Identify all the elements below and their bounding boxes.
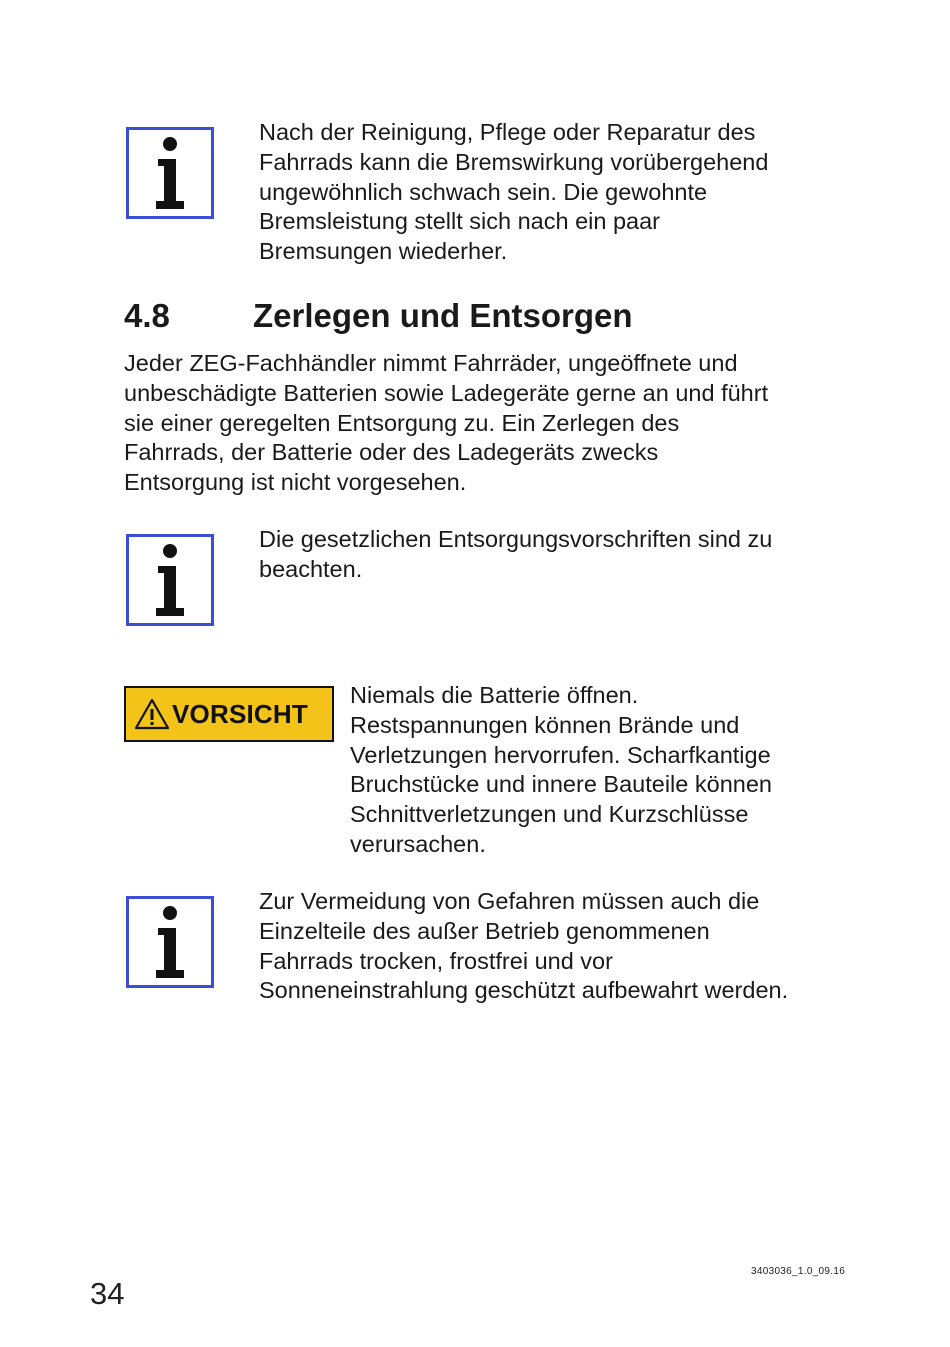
section-body (124, 349, 768, 498)
info-note-1-line: Bremsungen wiederher. (259, 238, 508, 265)
section-body-line: Fahrrads, der Batterie oder des Ladegeräts zwecks (124, 439, 659, 466)
section-body-line: Entsorgung ist nicht vorgesehen. (124, 469, 467, 496)
caution-badge (124, 686, 334, 742)
section-body-line: unbeschädigte Batterien sowie Ladegeräte gerne an und führt (124, 379, 769, 406)
info-note-2-line: Die gesetzlichen Entsorgungsvorschriften sind zu (259, 526, 773, 552)
info-note-1-line: Bremsleistung stellt sich nach ein paar (259, 208, 661, 235)
info-note-1-line: ungewöhnlich schwach sein. Die gewohnte (259, 178, 708, 205)
caution-note-line: Schnittverletzungen und Kurzschlüsse (350, 801, 749, 828)
caution-note-line: verursachen. (350, 830, 486, 857)
section-title: Zerlegen und Entsorgen (253, 297, 633, 334)
caution-note-line: Bruchstücke und innere Bauteile können (350, 771, 772, 798)
info-note-2-line: beachten. (259, 555, 363, 582)
info-note-3-text (259, 887, 788, 1006)
caution-note-line: Niemals die Batterie öffnen. (350, 682, 639, 708)
info-note-1-line: Nach der Reinigung, Pflege oder Reparatur des (259, 119, 756, 145)
caution-label: VORSICHT (172, 698, 308, 729)
info-note-3-line: Zur Vermeidung von Gefahren müssen auch die (259, 888, 760, 914)
info-note-1-line: Fahrrads kann die Bremswirkung vorübergehend (259, 148, 769, 175)
section-number: 4.8 (124, 297, 170, 334)
caution-note-line: Verletzungen hervorrufen. Scharfkantige (350, 741, 771, 768)
warning-triangle-icon (134, 698, 170, 730)
info-note-3-line: Einzelteile des außer Betrieb genommenen (259, 917, 710, 944)
info-note-3-line: Fahrrads trocken, frostfrei und vor (259, 947, 613, 974)
info-note-1-text (259, 118, 768, 267)
info-note-3-icon (126, 896, 214, 988)
caution-note-text (350, 681, 772, 860)
info-note-3-line: Sonneneinstrahlung geschützt aufbewahrt werden. (259, 977, 789, 1004)
info-icon (148, 542, 192, 618)
info-icon (148, 904, 192, 980)
info-note-2-text (259, 525, 772, 585)
section-body-line: sie einer geregelten Entsorgung zu. Ein Zerlegen des (124, 409, 680, 436)
document-code: 3403036_1.0_09.16 (751, 1266, 846, 1277)
section-body-line: Jeder ZEG-Fachhändler nimmt Fahrräder, ungeöffnete und (124, 350, 738, 376)
info-note-2-icon (126, 534, 214, 626)
info-icon (148, 135, 192, 211)
page-number: 34 (90, 1276, 125, 1311)
caution-note-line: Restspannungen können Brände und (350, 711, 740, 738)
info-note-1-icon (126, 127, 214, 219)
